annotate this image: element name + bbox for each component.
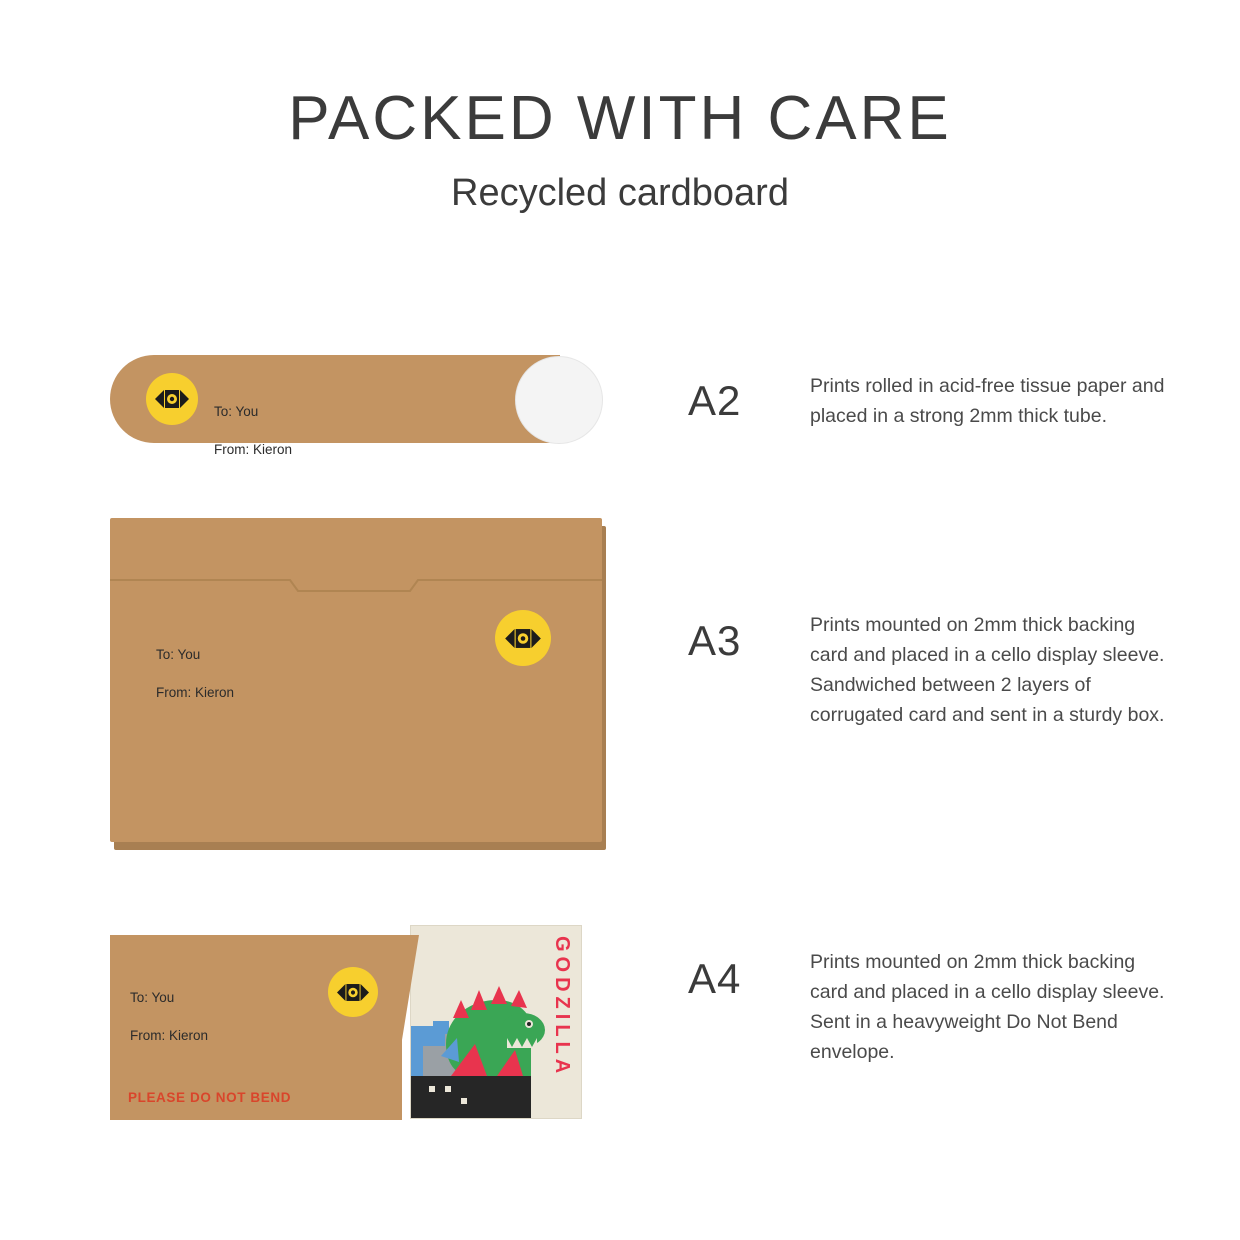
a4-envelope-illustration <box>110 935 610 1145</box>
description-a3: Prints mounted on 2mm thick backing card and placed in a cello display sleeve. Sandwiched between 2 layers of corrugated card and sent in a sturdy box. <box>810 614 1165 726</box>
packaging-row-a2 <box>0 355 1240 495</box>
address-to: To: You <box>130 990 175 1005</box>
poster-print <box>410 925 582 1119</box>
tube-end-cap <box>515 356 603 444</box>
page-subtitle: Recycled cardboard <box>451 172 789 215</box>
address-from: From: Kieron <box>130 1028 209 1043</box>
a3-address-block <box>156 626 234 721</box>
address-from: From: Kieron <box>214 442 293 457</box>
description-a2: Prints rolled in acid-free tissue paper and placed in a strong 2mm thick tube. <box>810 375 1165 427</box>
address-to: To: You <box>214 404 259 419</box>
brand-logo-icon <box>505 628 541 649</box>
page-header <box>0 0 1240 215</box>
description-a4: Prints mounted on 2mm thick backing card and placed in a cello display sleeve. Sent in a heavyweight Do Not Bend envelope. <box>810 951 1165 1063</box>
size-label-a2: A2 <box>688 377 742 424</box>
a4-address-block <box>130 969 208 1064</box>
envelope-flap-line <box>110 578 602 592</box>
brand-logo-icon <box>155 389 189 409</box>
brand-sticker <box>146 373 198 425</box>
tube-illustration <box>110 355 600 457</box>
do-not-bend-warning: PLEASE DO NOT BEND <box>128 1090 292 1105</box>
envelope-flap <box>389 935 419 1120</box>
tube-address-block <box>214 383 292 478</box>
size-label-a3: A3 <box>688 617 742 664</box>
size-label-a4: A4 <box>688 955 742 1002</box>
a3-envelope-illustration <box>110 518 610 848</box>
brand-logo-icon <box>337 983 369 1002</box>
brand-sticker <box>495 610 551 666</box>
packaging-row-a3 <box>0 500 1240 880</box>
brand-sticker <box>328 967 378 1017</box>
packaging-row-a4 <box>0 915 1240 1165</box>
address-to: To: You <box>156 647 201 662</box>
address-from: From: Kieron <box>156 685 235 700</box>
poster-title: GODZILLA <box>551 936 573 1079</box>
page-title: PACKED WITH CARE <box>288 84 952 153</box>
